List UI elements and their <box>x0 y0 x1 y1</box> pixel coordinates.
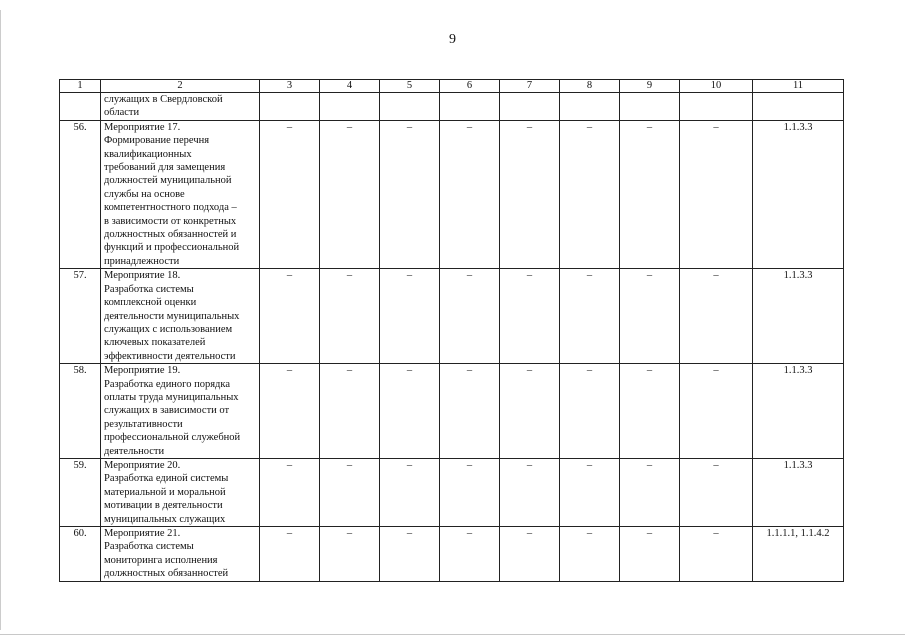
value-cell-col-4: – <box>320 458 380 526</box>
measure-description-cell <box>101 458 260 526</box>
value-cell-col-6: – <box>440 120 500 268</box>
target-code-cell: 1.1.3.3 <box>753 120 844 268</box>
measure-description-line: Разработка единого порядка <box>104 378 230 390</box>
value-cell-col-10: – <box>680 364 753 459</box>
column-number-7: 7 <box>500 80 560 93</box>
column-number-5: 5 <box>380 80 440 93</box>
table-row <box>60 120 844 268</box>
measure-description-line: деятельности муниципальных <box>104 310 240 322</box>
measure-description-line: муниципальных служащих <box>104 513 226 525</box>
value-cell-col-3: – <box>260 364 320 459</box>
measure-description-line: комплексной оценки <box>104 297 197 309</box>
value-cell-col-7: – <box>500 458 560 526</box>
measure-description-cell <box>101 269 260 364</box>
target-code-cell: 1.1.1.1, 1.1.4.2 <box>753 527 844 582</box>
measure-description-line: мониторинга исполнения <box>104 554 218 566</box>
table-body <box>60 80 844 582</box>
value-cell-col-3: – <box>260 120 320 268</box>
row-number-cell: 58. <box>60 364 101 459</box>
value-cell-col-10: – <box>680 120 753 268</box>
column-number-9: 9 <box>620 80 680 93</box>
value-cell-col-8: – <box>560 527 620 582</box>
value-cell-col-5 <box>380 93 440 121</box>
measure-description-cell <box>101 93 260 121</box>
row-number-cell <box>60 93 101 121</box>
row-number-cell: 60. <box>60 527 101 582</box>
value-cell-col-8: – <box>560 269 620 364</box>
value-cell-col-7: – <box>500 269 560 364</box>
value-cell-col-10 <box>680 93 753 121</box>
measure-description-line: служащих в Свердловской <box>104 94 223 105</box>
value-cell-col-6: – <box>440 527 500 582</box>
measure-description-line: требований для замещения <box>104 162 226 174</box>
measure-description-line: служащих с использованием <box>104 323 233 335</box>
measure-description-line: должностей муниципальной <box>104 175 232 187</box>
measure-description-line: ключевых показателей <box>104 337 206 349</box>
measure-description-line: служащих в зависимости от <box>104 405 230 417</box>
measure-description-line: Мероприятие 17. <box>104 121 181 133</box>
measure-description-line: Разработка единой системы <box>104 473 229 485</box>
row-number-cell: 56. <box>60 120 101 268</box>
measures-table <box>59 79 844 582</box>
value-cell-col-5: – <box>380 458 440 526</box>
value-cell-col-9: – <box>620 458 680 526</box>
value-cell-col-6: – <box>440 269 500 364</box>
target-code-cell: 1.1.3.3 <box>753 458 844 526</box>
measure-description-line: Формирование перечня <box>104 135 210 147</box>
measure-description-line: области <box>104 107 140 119</box>
value-cell-col-7: – <box>500 120 560 268</box>
value-cell-col-3: – <box>260 527 320 582</box>
value-cell-col-5: – <box>380 364 440 459</box>
measure-description-line: материальной и моральной <box>104 486 226 498</box>
table-row <box>60 269 844 364</box>
value-cell-col-5: – <box>380 120 440 268</box>
column-number-1: 1 <box>60 80 101 93</box>
value-cell-col-10: – <box>680 527 753 582</box>
value-cell-col-3: – <box>260 458 320 526</box>
measure-description-line: профессиональной служебной <box>104 432 241 444</box>
table-row <box>60 93 844 121</box>
value-cell-col-7: – <box>500 364 560 459</box>
value-cell-col-7: – <box>500 527 560 582</box>
measure-description-line: в зависимости от конкретных <box>104 215 237 227</box>
value-cell-col-3 <box>260 93 320 121</box>
measure-description-line: Разработка системы <box>104 283 194 295</box>
measure-description-line: функций и профессиональной <box>104 242 240 254</box>
table-row <box>60 458 844 526</box>
scan-edge-line <box>0 10 1 630</box>
column-number-11: 11 <box>753 80 844 93</box>
measure-description-line: службы на основе <box>104 188 185 200</box>
value-cell-col-5: – <box>380 269 440 364</box>
page-number: 9 <box>449 32 456 47</box>
target-code-cell: 1.1.3.3 <box>753 269 844 364</box>
measure-description-line: квалификационных <box>104 148 192 160</box>
value-cell-col-9: – <box>620 364 680 459</box>
value-cell-col-6: – <box>440 458 500 526</box>
measure-description-cell <box>101 364 260 459</box>
value-cell-col-9: – <box>620 527 680 582</box>
column-number-6: 6 <box>440 80 500 93</box>
value-cell-col-10: – <box>680 458 753 526</box>
column-number-8: 8 <box>560 80 620 93</box>
value-cell-col-4: – <box>320 527 380 582</box>
column-number-4: 4 <box>320 80 380 93</box>
measure-description-line: должностных обязанностей и <box>104 229 237 241</box>
row-number-cell: 59. <box>60 458 101 526</box>
column-number-3: 3 <box>260 80 320 93</box>
value-cell-col-9: – <box>620 120 680 268</box>
value-cell-col-3: – <box>260 269 320 364</box>
column-number-10: 10 <box>680 80 753 93</box>
measure-description-line: Мероприятие 19. <box>104 365 181 377</box>
row-number-cell: 57. <box>60 269 101 364</box>
measure-description-line: деятельности <box>104 445 165 457</box>
value-cell-col-8: – <box>560 458 620 526</box>
measure-description-cell <box>101 527 260 582</box>
measure-description-line: принадлежности <box>104 255 180 267</box>
scan-bottom-line <box>0 634 905 635</box>
value-cell-col-4: – <box>320 269 380 364</box>
table-row <box>60 527 844 582</box>
value-cell-col-10: – <box>680 269 753 364</box>
value-cell-col-4: – <box>320 120 380 268</box>
measure-description-line: мотивации в деятельности <box>104 500 223 512</box>
target-code-cell: 1.1.3.3 <box>753 364 844 459</box>
value-cell-col-6: – <box>440 364 500 459</box>
value-cell-col-8: – <box>560 364 620 459</box>
measure-description-line: результативности <box>104 418 183 430</box>
measure-description-line: эффективности деятельности <box>104 350 236 362</box>
measure-description-line: Разработка системы <box>104 541 194 553</box>
column-number-2: 2 <box>101 80 260 93</box>
measure-description-line: Мероприятие 21. <box>104 528 181 539</box>
measure-description-line: оплаты труда муниципальных <box>104 391 239 403</box>
value-cell-col-8: – <box>560 120 620 268</box>
measure-description-line: компетентностного подхода – <box>104 202 237 214</box>
value-cell-col-9 <box>620 93 680 121</box>
measure-description-cell <box>101 120 260 268</box>
value-cell-col-5: – <box>380 527 440 582</box>
value-cell-col-4 <box>320 93 380 121</box>
table-row <box>60 364 844 459</box>
value-cell-col-6 <box>440 93 500 121</box>
target-code-cell <box>753 93 844 121</box>
column-number-row <box>60 80 844 93</box>
measure-description-line: должностных обязанностей <box>104 568 229 580</box>
value-cell-col-7 <box>500 93 560 121</box>
value-cell-col-9: – <box>620 269 680 364</box>
value-cell-col-4: – <box>320 364 380 459</box>
measure-description-line: Мероприятие 18. <box>104 270 181 282</box>
value-cell-col-8 <box>560 93 620 121</box>
measure-description-line: Мероприятие 20. <box>104 459 181 471</box>
